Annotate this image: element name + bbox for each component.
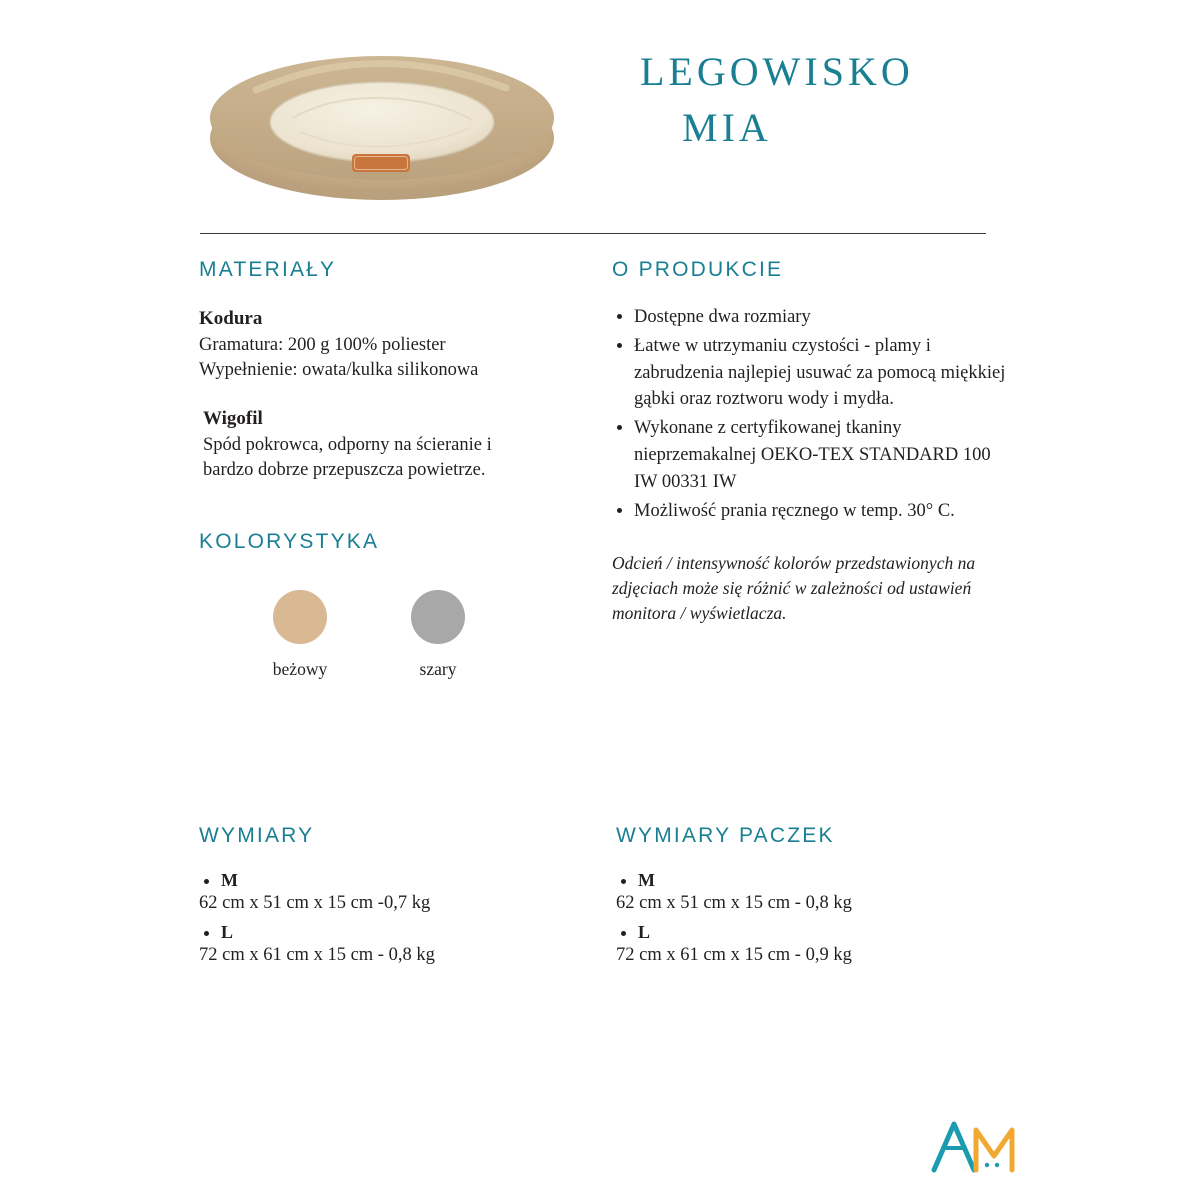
title-line-1: LEGOWISKO bbox=[640, 49, 914, 94]
brand-tag bbox=[352, 154, 410, 172]
colors-heading: KOLORYSTYKA bbox=[199, 530, 380, 553]
material-detail: bardzo dobrze przepuszcza powietrze. bbox=[203, 459, 486, 480]
material-name: Wigofil bbox=[203, 408, 263, 430]
dimension-value: 72 cm x 61 cm x 15 cm - 0,8 kg bbox=[199, 945, 435, 965]
swatch-circle[interactable] bbox=[273, 590, 327, 644]
package-dimension-size: L bbox=[638, 922, 651, 942]
material-detail: Spód pokrowca, odporny na ścieranie i bbox=[203, 435, 492, 456]
am-logo bbox=[930, 1118, 1020, 1178]
dimensions-list bbox=[199, 870, 579, 966]
materials-heading: MATERIAŁY bbox=[199, 258, 337, 281]
product-image bbox=[196, 26, 568, 206]
about-bullet: • Wykonane z certyfikowanej tkaniny nieprzemakalnej OEKO-TEX STANDARD 100 IW 00331 IW bbox=[634, 415, 1012, 495]
page-title bbox=[640, 44, 1160, 156]
about-bullet: • Łatwe w utrzymaniu czystości - plamy i zabrudzenia najlepiej usuwać za pomocą miękkiej gąbki oraz roztworu wody i mydła. bbox=[634, 333, 1012, 413]
about-heading: O PRODUKCIE bbox=[612, 258, 784, 281]
package-dimension-value: 72 cm x 61 cm x 15 cm - 0,9 kg bbox=[616, 945, 852, 965]
about-section bbox=[612, 258, 1012, 627]
dog-bed-illustration bbox=[196, 26, 568, 206]
about-bullet-list bbox=[612, 304, 1012, 525]
about-bullet: • Dostępne dwa rozmiary bbox=[634, 304, 1012, 331]
color-swatch-beige[interactable] bbox=[231, 590, 369, 680]
color-swatch-row bbox=[199, 590, 559, 680]
package-dimensions-heading: WYMIARY PACZEK bbox=[616, 824, 835, 847]
material-group-wigofil bbox=[199, 408, 559, 482]
materials-section bbox=[199, 258, 559, 482]
dimension-item bbox=[199, 870, 579, 914]
dimension-size: L bbox=[221, 922, 234, 942]
material-group-kodura bbox=[199, 308, 559, 382]
am-logo-icon bbox=[930, 1118, 1020, 1178]
color-disclaimer: Odcień / intensywność kolorów przedstawionych na zdjęciach może się różnić w zależności od ustawień monitora / wyświetlacza. bbox=[612, 552, 976, 624]
material-detail: Gramatura: 200 g 100% poliester bbox=[199, 335, 446, 355]
package-dimension-item bbox=[616, 870, 1016, 914]
about-bullet: • Możliwość prania ręcznego w temp. 30° C. bbox=[634, 498, 1012, 525]
package-dimensions-section bbox=[616, 824, 1016, 974]
package-dimension-value: 62 cm x 51 cm x 15 cm - 0,8 kg bbox=[616, 893, 852, 913]
dimension-size: M bbox=[221, 870, 238, 890]
dimensions-heading: WYMIARY bbox=[199, 824, 315, 847]
swatch-circle[interactable] bbox=[411, 590, 465, 644]
swatch-label: szary bbox=[419, 659, 457, 679]
colors-section bbox=[199, 530, 559, 680]
package-dimension-size: M bbox=[638, 870, 655, 890]
package-dimension-item bbox=[616, 922, 1016, 966]
swatch-label: beżowy bbox=[272, 659, 328, 679]
color-swatch-grey[interactable] bbox=[369, 590, 507, 680]
dimension-value: 62 cm x 51 cm x 15 cm -0,7 kg bbox=[199, 893, 431, 913]
header-divider bbox=[200, 233, 986, 234]
title-line-2: MIA bbox=[682, 105, 772, 150]
dimension-item bbox=[199, 922, 579, 966]
package-dimensions-list bbox=[616, 870, 1016, 966]
material-name: Kodura bbox=[199, 308, 263, 329]
material-detail: Wypełnienie: owata/kulka silikonowa bbox=[199, 359, 479, 380]
dimensions-section bbox=[199, 824, 579, 974]
